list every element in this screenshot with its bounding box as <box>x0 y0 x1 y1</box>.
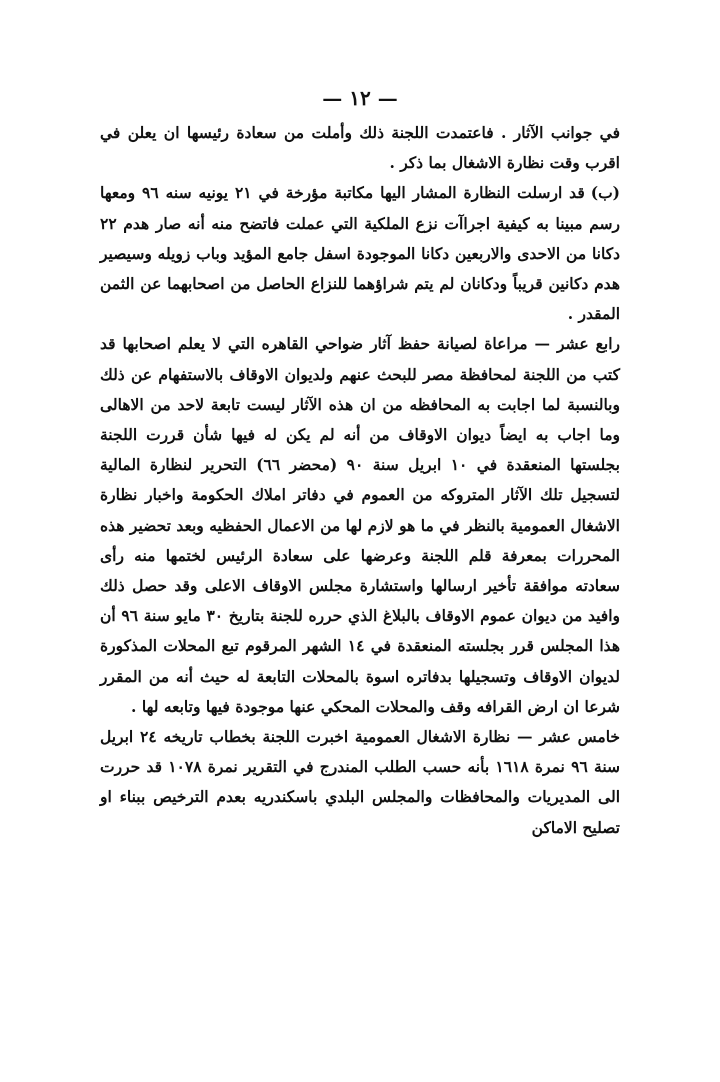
body-text <box>100 118 620 843</box>
paragraph-3 <box>100 329 620 722</box>
paragraph-1-text: في جوانب الآثار . فاعتمدت اللجنة ذلك وأملت من سعادة رئيسها ان يعلن في اقرب وقت نظارة الاشغال بما ذكر . <box>100 123 620 173</box>
paragraph-2 <box>100 178 620 329</box>
paragraph-4 <box>100 722 620 843</box>
paragraph-2-text: قد ارسلت النظارة المشار اليها مكاتبة مؤرخة في ٢١ يونيه سنه ٩٦ ومعها رسم مبينا به كيفية اجراآت نزع الملكية التي عملت فاتضح منه أنه صار هدم ٢٢ دكانا من الاحدى والاربعين دكانا الموجودة اسفل جامع المؤيد وباب زويله وسيصير هدم دكانين قريباً ودكانان لم يتم شراؤهما للنزاع الحاصل من اصحابهما عن الثمن المقدر . <box>100 183 620 324</box>
paragraph-1 <box>100 118 620 178</box>
item-label-b: (ب) <box>590 183 620 203</box>
page-number: — ١٢ — <box>322 86 398 110</box>
paragraph-3-text: رابع عشر — مراعاة لصيانة حفظ آثار ضواحي القاهره التي لا يعلم اصحابها قد كتب من اللجنة لمحافظة مصر للبحث عنهم ولديوان الاوقاف بالاستفهام عن ذلك وبالنسبة لما اجابت به المحافظه من ان هذه الآثار ليست تابعة لاحد من الاهالى وما اجاب به ايضاً ديوان الاوقاف من أنه لم يكن له فيها شأن قررت اللجنة بجلستها المنعقدة في ١٠ ابريل سنة ٩٠ (محضر ٦٦) التحرير لنظارة المالية لتسجيل تلك الآثار المتروكه من العموم في دفاتر املاك الحكومة واخبار نظارة الاشغال العمومية بالنظر في ما هو لازم لها من الاعمال الحفظيه وبعد تحضير هذه المحررات بمعرفة قلم اللجنة وعرضها على سعادة الرئيس لختمها منه رأى سعادته موافقة تأخير ارسالها واستشارة مجلس الاوقاف الاعلى وقد حصل ذلك وافيد من ديوان عموم الاوقاف بالبلاغ الذي حرره للجنة بتاريخ ٣٠ مايو سنة ٩٦ أن هذا المجلس قرر بجلسته المنعقدة في ١٤ الشهر المرقوم تبع المحلات المذكورة لديوان الاوقاف وتسجيلها بدفاتره اسوة بالمحلات التابعة له حيث أنه من المقرر شرعا ان ارض القرافه وقف والمحلات المحكي عنها موجودة فيها وتابعه لها . <box>100 334 620 716</box>
paragraph-4-text: خامس عشر — نظارة الاشغال العمومية اخبرت اللجنة بخطاب تاريخه ٢٤ ابريل سنة ٩٦ نمرة ١٦١٨ بأنه حسب الطلب المندرج في التقرير نمرة ١٠٧٨ قد حررت الى المديريات والمحافظات والمجلس البلدي باسكندريه بعدم الترخيص ببناء او تصليح الاماكن <box>100 727 621 837</box>
